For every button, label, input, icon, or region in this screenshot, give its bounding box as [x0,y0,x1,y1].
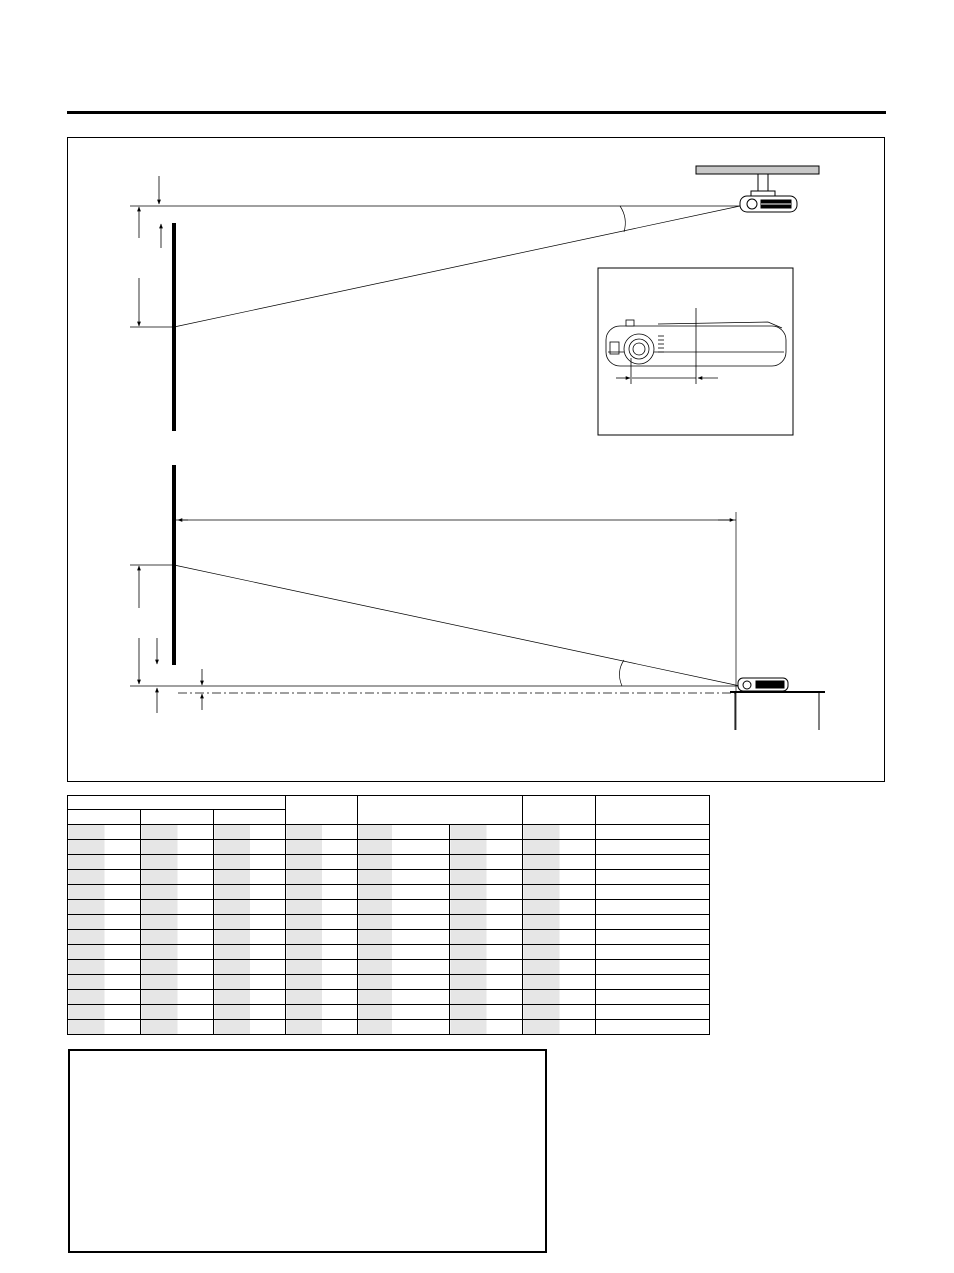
table-cell [596,930,710,945]
table-cell [286,975,358,990]
table-cell [141,870,214,885]
table-row [68,990,710,1005]
table-row [68,945,710,960]
table-cell [523,930,596,945]
table-cell [214,855,286,870]
table-cell [450,855,523,870]
table-cell [286,915,358,930]
table-cell [523,945,596,960]
table-cell [286,900,358,915]
section-header-rule [67,111,886,114]
table-cell [286,840,358,855]
table-cell [358,855,450,870]
table-cell [68,900,141,915]
table-row [68,1020,710,1035]
angle-arc-lower [619,660,624,686]
mount-base [751,191,775,196]
table-cell [358,840,450,855]
table-cell [358,915,450,930]
table-cell [358,1020,450,1035]
header-col-8 [596,796,710,825]
table-cell [141,915,214,930]
table-cell [68,885,141,900]
table-cell [450,945,523,960]
table-cell [358,1005,450,1020]
table-cell [214,975,286,990]
header-col-4 [286,796,358,825]
table-cell [523,885,596,900]
table-row [68,885,710,900]
table-cell [141,840,214,855]
table-cell [358,960,450,975]
table-cell [214,840,286,855]
table-cell [68,870,141,885]
table-cell [68,945,141,960]
table-cell [214,915,286,930]
subheader-width [141,810,214,825]
table-cell [596,840,710,855]
table-cell [68,1005,141,1020]
table-cell [450,870,523,885]
table-cell [358,825,450,840]
table-cell [596,1020,710,1035]
table-cell [141,975,214,990]
table-row [68,975,710,990]
table-row [68,930,710,945]
upper-dimension-arrows [139,176,161,326]
table-cell [68,855,141,870]
table-cell [596,990,710,1005]
table-cell [523,1005,596,1020]
table-cell [141,900,214,915]
lower-dimension-arrows [139,520,734,713]
table-cell [450,840,523,855]
table-cell [523,1020,596,1035]
table-cell [286,1020,358,1035]
table-cell [141,885,214,900]
table-cell [358,945,450,960]
table-cell [68,1020,141,1035]
table-cell [450,915,523,930]
table-cell [141,945,214,960]
table-cell [214,1020,286,1035]
table-cell [68,990,141,1005]
table-cell [68,825,141,840]
table-cell [214,825,286,840]
table-cell [141,825,214,840]
table-cell [286,990,358,1005]
table-row [68,825,710,840]
table-cell [286,825,358,840]
throw-distance-table [67,795,710,1035]
table-cell [214,885,286,900]
table-cell [141,1020,214,1035]
table-cell [523,960,596,975]
table-cell [358,990,450,1005]
lens-offset-inset [598,268,793,435]
table-cell [523,990,596,1005]
ceiling-bracket-pole [758,174,768,192]
table-cell [523,840,596,855]
table-cell [450,825,523,840]
table-cell [141,1005,214,1020]
table-cell [68,840,141,855]
table-cell [68,930,141,945]
table-cell [450,1005,523,1020]
table-row [68,840,710,855]
table-row [68,855,710,870]
table-cell [596,870,710,885]
ceiling-mount-view [696,166,819,212]
table-cell [596,900,710,915]
subheader-height [214,810,286,825]
table-cell [141,930,214,945]
table-cell [596,960,710,975]
table-cell [358,900,450,915]
table-cell [68,915,141,930]
table-cell [141,855,214,870]
table-cell [523,870,596,885]
table-header-row [68,796,710,810]
table-cell [214,1005,286,1020]
table-cell [286,930,358,945]
table-cell [286,855,358,870]
table-cell [286,885,358,900]
subheader-diagonal [68,810,141,825]
table-cell [450,975,523,990]
table-cell [141,960,214,975]
table-cell [596,975,710,990]
ceiling-projector-icon [740,196,797,212]
table-cell [450,900,523,915]
table-cell [523,915,596,930]
ceiling-plate [696,166,819,174]
table-cell [596,1005,710,1020]
table-cell [68,975,141,990]
table-cell [141,990,214,1005]
table-row [68,960,710,975]
projection-ray-lower [174,565,740,686]
table-cell [450,960,523,975]
table-cell [596,855,710,870]
table-cell [596,885,710,900]
table-row [68,900,710,915]
table-cell [214,870,286,885]
table-cell [214,945,286,960]
table-cell [596,945,710,960]
note-box [68,1049,547,1253]
angle-arc-upper [620,206,625,232]
table-cell [450,1020,523,1035]
table-cell [450,930,523,945]
header-screen-size [68,796,286,810]
lower-projection-lines [130,512,740,730]
table-cell [68,960,141,975]
table-row [68,870,710,885]
table-cell [450,990,523,1005]
table-cell [286,870,358,885]
table-cell [523,975,596,990]
table-cell [358,930,450,945]
table-cell [358,885,450,900]
table-cell [214,930,286,945]
table-cell [358,975,450,990]
desk-projector-icon [738,678,788,691]
table-cell [214,960,286,975]
table-cell [596,915,710,930]
table-row [68,915,710,930]
table-cell [358,870,450,885]
table-cell [214,990,286,1005]
table-cell [286,960,358,975]
table-cell [450,885,523,900]
desk-projector-view [730,678,825,730]
table-cell [596,825,710,840]
table-row [68,1005,710,1020]
table-cell [286,945,358,960]
table-cell [214,900,286,915]
projection-diagram-frame [67,137,885,782]
table-cell [523,825,596,840]
header-col-5 [358,796,523,825]
header-col-7 [523,796,596,825]
table-cell [523,855,596,870]
projection-diagram [68,138,886,783]
table-cell [523,900,596,915]
table-cell [286,1005,358,1020]
